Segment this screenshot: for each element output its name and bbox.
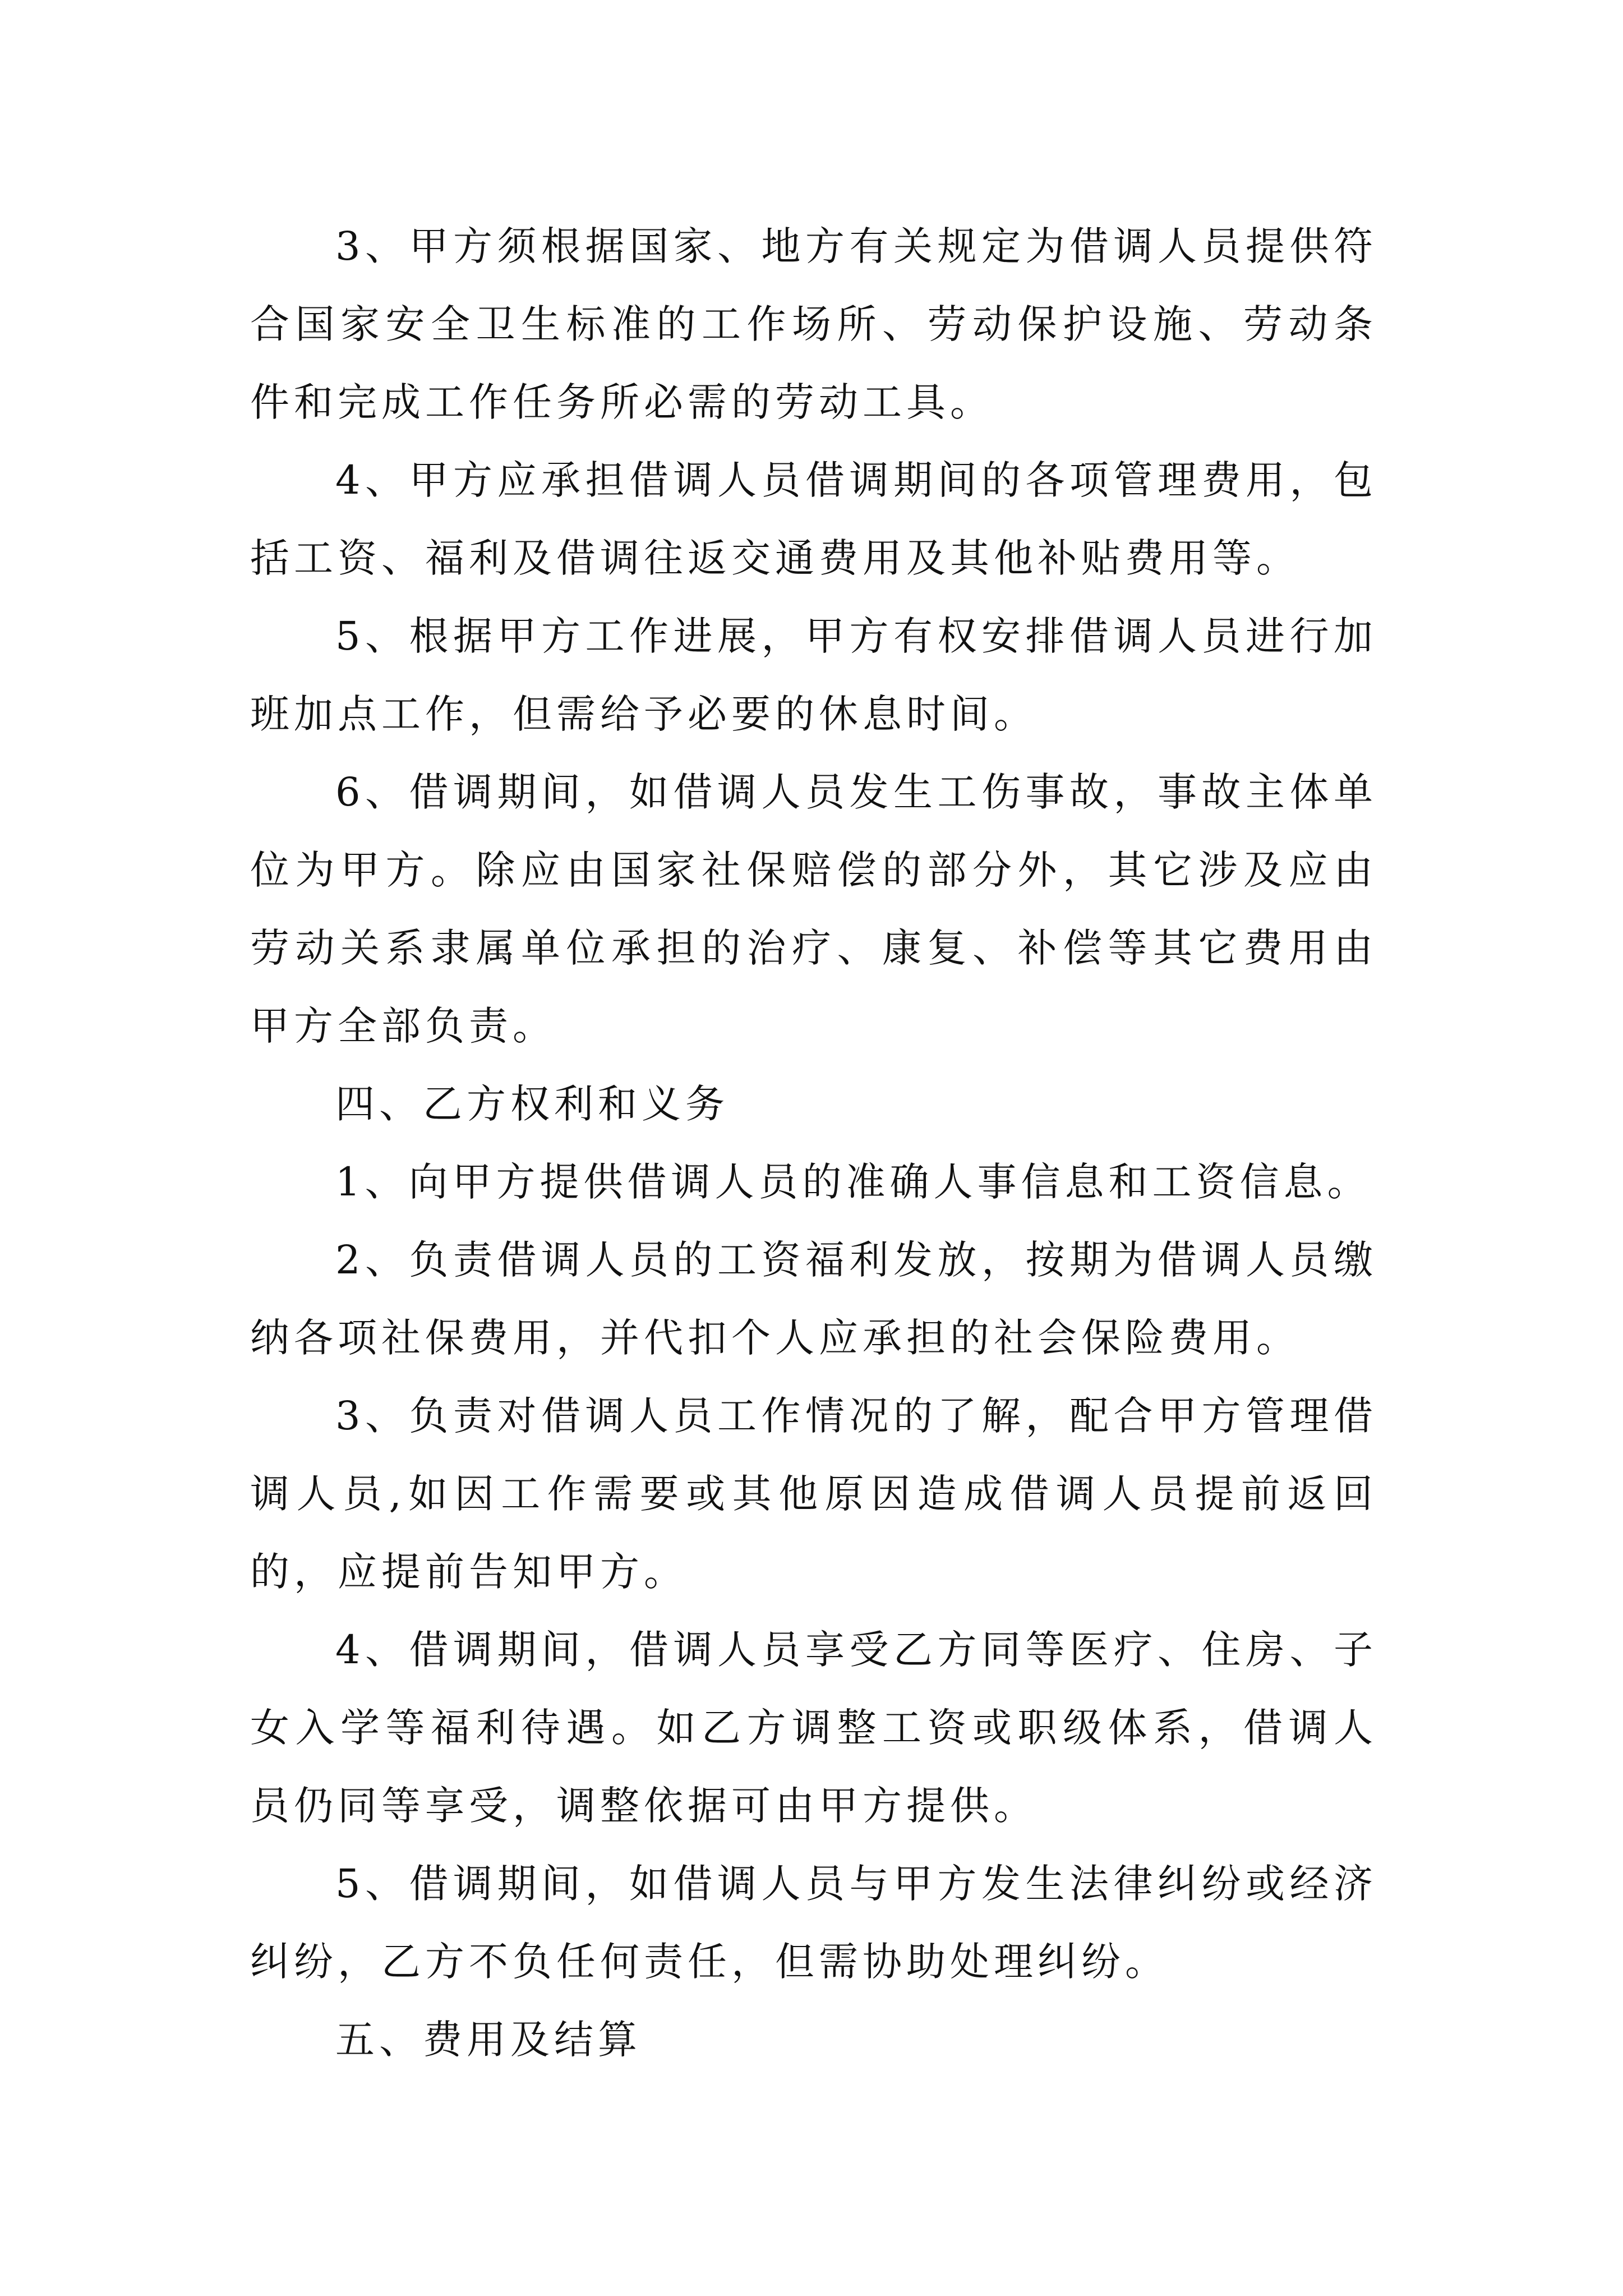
paragraph-b-clause-2-payroll: 2、负责借调人员的工资福利发放，按期为借调人员缴纳各项社保费用，并代扣个人应承担的社会保险费用。 [250,1237,1377,1361]
paragraph-clause-4-management-fees: 4、甲方应承担借调人员借调期间的各项管理费用，包括工资、福利及借调往返交通费用及其他补贴费用等。 [250,457,1377,581]
paragraph-b-clause-4-benefits: 4、借调期间，借调人员享受乙方同等医疗、住房、子女入学等福利待遇。如乙方调整工资或职级体系，借调人员仍同等享受，调整依据可由甲方提供。 [250,1627,1377,1829]
section-heading-fees-settlement: 五、费用及结算 [335,2017,642,2063]
paragraph-clause-3-workplace: 3、甲方须根据国家、地方有关规定为借调人员提供符合国家安全卫生标准的工作场所、劳动保护设施、劳动条件和完成工作任务所必需的劳动工具。 [250,223,1377,425]
paragraph-clause-5-overtime: 5、根据甲方工作进展，甲方有权安排借调人员进行加班加点工作，但需给予必要的休息时间。 [250,613,1377,737]
paragraph-b-clause-5-disputes: 5、借调期间，如借调人员与甲方发生法律纠纷或经济纠纷，乙方不负任何责任，但需协助处理纠纷。 [250,1861,1377,1985]
document-body [250,208,1377,2079]
paragraph-b-clause-3-coordination: 3、负责对借调人员工作情况的了解，配合甲方管理借调人员,如因工作需要或其他原因造成借调人员提前返回的，应提前告知甲方。 [250,1393,1377,1595]
paragraph-b-clause-1-information: 1、向甲方提供借调人员的准确人事信息和工资信息。 [335,1159,1371,1205]
section-heading-party-b-rights: 四、乙方权利和义务 [335,1081,729,1127]
paragraph-clause-6-work-injury: 6、借调期间，如借调人员发生工伤事故，事故主体单位为甲方。除应由国家社保赔偿的部分外，其它涉及应由劳动关系隶属单位承担的治疗、康复、补偿等其它费用由甲方全部负责。 [250,769,1377,1049]
